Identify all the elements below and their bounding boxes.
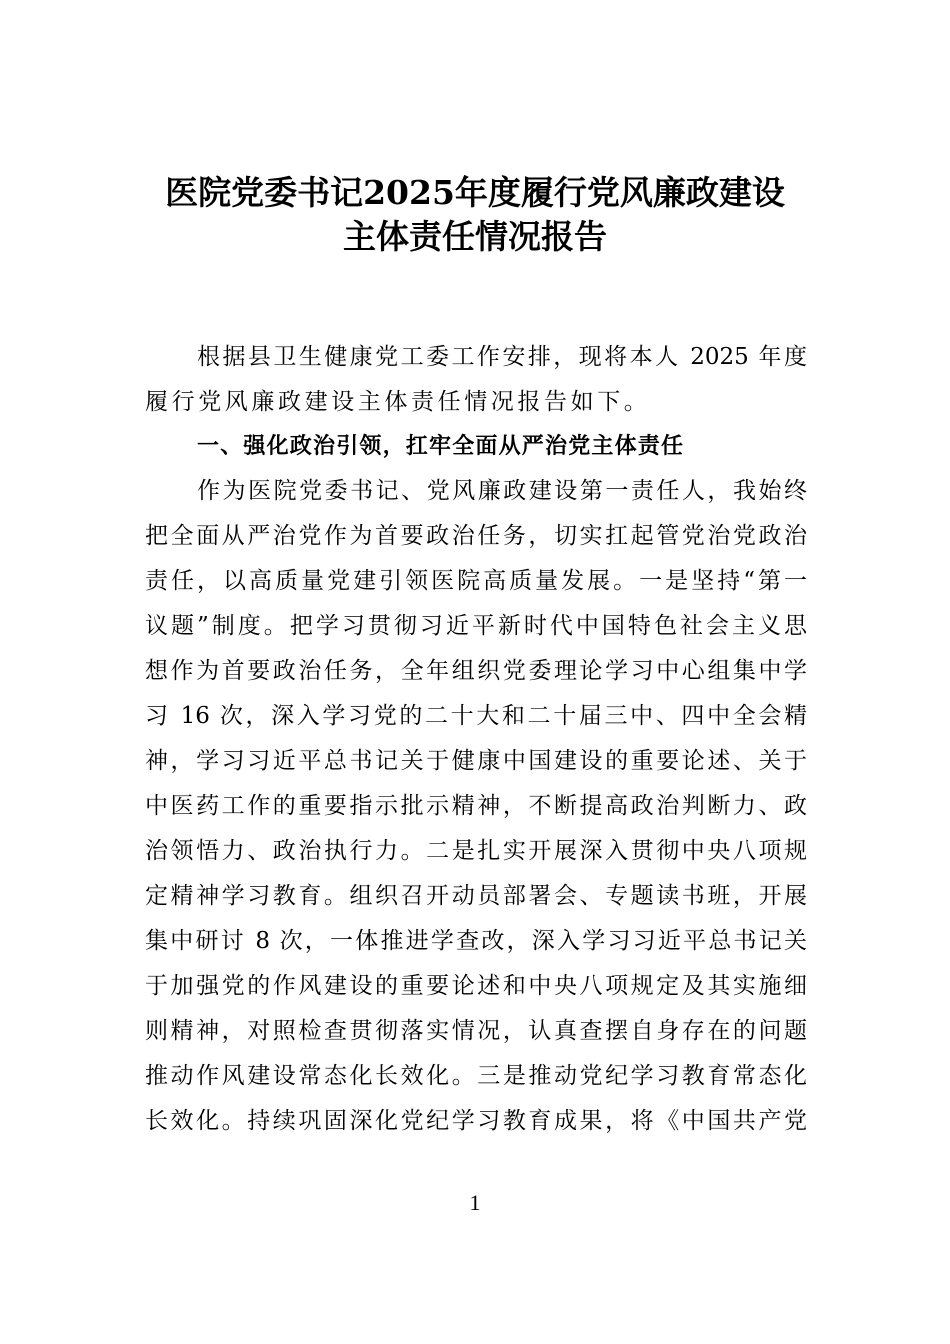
intro-paragraph-line: 根据县卫生健康党工委工作安排，现将本人 2025 年度 bbox=[197, 344, 807, 370]
section-paragraph-line: 治领悟力、政治执行力。二是扎实开展深入贯彻中央八项规 bbox=[145, 838, 807, 864]
intro-paragraph-line: 履行党风廉政建设主体责任情况报告如下。 bbox=[145, 389, 651, 415]
section-paragraph-line: 责任，以高质量党建引领医院高质量发展。一是坚持“第一 bbox=[145, 568, 807, 594]
section-paragraph-line: 把全面从严治党作为首要政治任务，切实扛起管党治党政治 bbox=[145, 523, 807, 549]
document-title-line-2: 主体责任情况报告 bbox=[343, 217, 607, 256]
section-paragraph-line: 则精神，对照检查贯彻落实情况，认真查摆自身存在的问题 bbox=[145, 1018, 807, 1044]
section-heading: 一、强化政治引领，扛牢全面从严治党主体责任 bbox=[197, 434, 685, 459]
section-paragraph-line: 想作为首要政治任务，全年组织党委理论学习中心组集中学 bbox=[145, 658, 807, 684]
section-paragraph-line: 长效化。持续巩固深化党纪学习教育成果，将《中国共产党 bbox=[145, 1108, 807, 1134]
section-paragraph-line: 于加强党的作风建设的重要论述和中央八项规定及其实施细 bbox=[145, 973, 807, 999]
section-paragraph-line: 推动作风建设常态化长效化。三是推动党纪学习教育常态化 bbox=[145, 1063, 807, 1089]
section-paragraph-line: 定精神学习教育。组织召开动员部署会、专题读书班，开展 bbox=[145, 883, 807, 909]
section-paragraph-line: 集中研讨 8 次，一体推进学查改，深入学习习近平总书记关 bbox=[145, 928, 807, 954]
document-title-line-1: 医院党委书记2025年度履行党风廉政建设 bbox=[165, 173, 785, 212]
section-paragraph-line: 神，学习习近平总书记关于健康中国建设的重要论述、关于 bbox=[145, 748, 807, 774]
section-paragraph-line: 作为医院党委书记、党风廉政建设第一责任人，我始终 bbox=[197, 478, 807, 504]
section-paragraph-line: 习 16 次，深入学习党的二十大和二十届三中、四中全会精 bbox=[145, 703, 807, 729]
page-number: 1 bbox=[469, 1190, 481, 1215]
section-paragraph-line: 议题”制度。把学习贯彻习近平新时代中国特色社会主义思 bbox=[145, 613, 807, 639]
section-paragraph-line: 中医药工作的重要指示批示精神，不断提高政治判断力、政 bbox=[145, 793, 807, 819]
